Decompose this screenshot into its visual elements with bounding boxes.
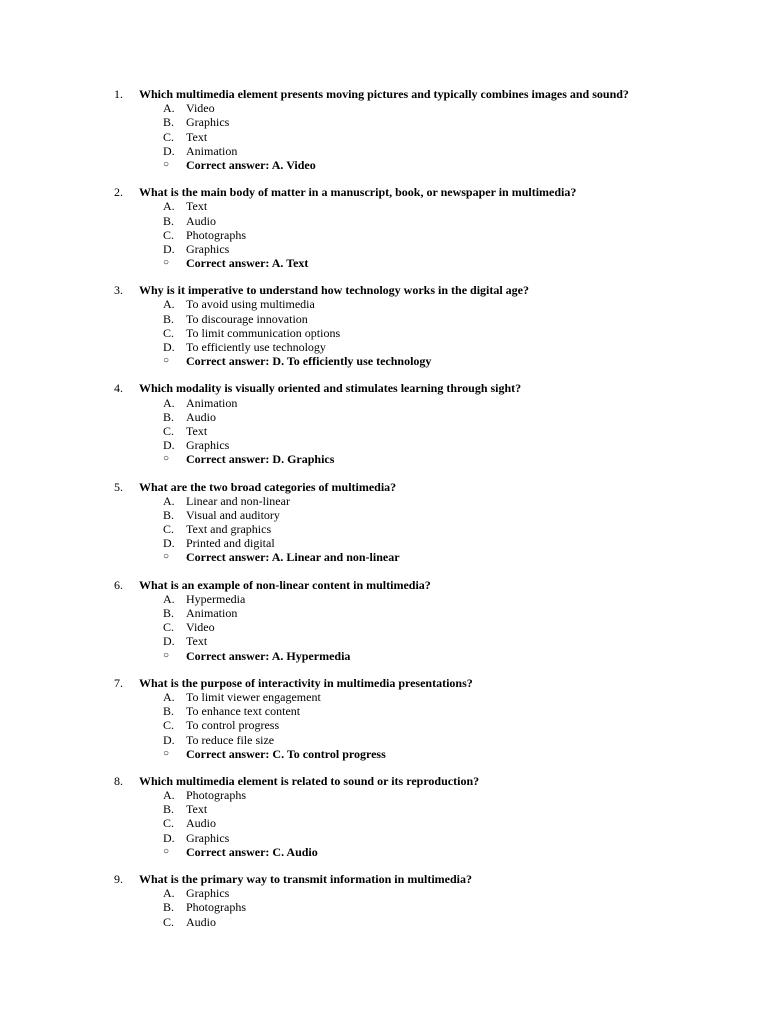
- option-text: Text: [186, 423, 208, 438]
- correct-answer: [0, 452, 768, 466]
- option-text: Graphics: [186, 886, 230, 901]
- question-text: What is the primary way to transmit information in multimedia?: [139, 872, 472, 886]
- option-text: Text: [186, 802, 208, 817]
- option-letter: D.: [163, 536, 175, 551]
- option-letter: B.: [163, 704, 175, 719]
- question-text: What are the two broad categories of multimedia?: [139, 479, 397, 494]
- circle-bullet-icon: ○: [163, 158, 170, 170]
- question-text: What is an example of non-linear content in multimedia?: [139, 577, 431, 592]
- option-letter: B.: [163, 606, 175, 620]
- option-letter: C.: [163, 816, 175, 831]
- option-text: Linear and non-linear: [186, 493, 290, 508]
- option-letter: C.: [163, 325, 175, 340]
- option-letter: C.: [163, 914, 175, 929]
- correct-answer: [0, 649, 768, 663]
- option-text: Photographs: [186, 788, 246, 803]
- question-1: [0, 87, 768, 172]
- correct-answer: [0, 354, 768, 368]
- correct-answer-text: Correct answer: D. To efficiently use technology: [186, 354, 432, 369]
- option-a: [0, 886, 768, 900]
- option-b: [0, 606, 768, 620]
- option-letter: B.: [163, 409, 175, 424]
- option-c: [0, 424, 768, 438]
- correct-answer-text: Correct answer: A. Linear and non-linear: [186, 550, 400, 565]
- question-line: [0, 283, 768, 297]
- option-letter: A.: [163, 886, 175, 901]
- option-c: [0, 620, 768, 634]
- option-letter: D.: [163, 438, 175, 453]
- option-letter: A.: [163, 493, 175, 508]
- option-text: Text and graphics: [186, 522, 272, 537]
- option-b: [0, 900, 768, 914]
- question-3: [0, 283, 768, 368]
- option-text: Audio: [186, 816, 216, 831]
- option-d: [0, 340, 768, 354]
- option-letter: A.: [163, 101, 175, 116]
- option-d: [0, 242, 768, 256]
- correct-answer: [0, 845, 768, 859]
- option-text: To efficiently use technology: [186, 340, 326, 354]
- option-letter: B.: [163, 802, 175, 817]
- option-letter: C.: [163, 129, 175, 144]
- option-letter: B.: [163, 507, 175, 522]
- question-number: 5.: [114, 479, 123, 494]
- option-c: [0, 816, 768, 830]
- option-b: [0, 312, 768, 326]
- option-text: Text: [186, 634, 208, 649]
- question-line: [0, 676, 768, 690]
- option-b: [0, 508, 768, 522]
- option-c: [0, 915, 768, 929]
- option-text: To limit viewer engagement: [186, 689, 321, 704]
- question-line: [0, 381, 768, 395]
- option-c: [0, 228, 768, 242]
- option-a: [0, 690, 768, 704]
- option-b: [0, 115, 768, 129]
- option-text: Graphics: [186, 241, 230, 256]
- option-c: [0, 522, 768, 536]
- option-letter: C.: [163, 522, 175, 537]
- option-text: Video: [186, 620, 215, 635]
- option-text: To reduce file size: [186, 732, 275, 747]
- option-letter: A.: [163, 297, 175, 312]
- option-d: [0, 831, 768, 845]
- option-a: [0, 297, 768, 311]
- option-text: To discourage innovation: [186, 311, 308, 326]
- question-line: [0, 872, 768, 886]
- circle-bullet-icon: ○: [163, 551, 170, 563]
- option-letter: A.: [163, 689, 175, 704]
- option-a: [0, 396, 768, 410]
- option-d: [0, 438, 768, 452]
- option-text: To control progress: [186, 718, 280, 733]
- option-letter: A.: [163, 591, 175, 606]
- option-b: [0, 704, 768, 718]
- question-text: What is the main body of matter in a manuscript, book, or newspaper in multimedia?: [139, 185, 577, 200]
- correct-answer: [0, 256, 768, 270]
- option-letter: A.: [163, 199, 175, 214]
- correct-answer-text: Correct answer: C. To control progress: [186, 746, 386, 761]
- option-a: [0, 788, 768, 802]
- option-letter: B.: [163, 115, 175, 130]
- option-letter: D.: [163, 241, 175, 256]
- quiz-document: [0, 87, 768, 942]
- option-letter: B.: [163, 311, 175, 326]
- question-text: Why is it imperative to understand how technology works in the digital age?: [139, 283, 530, 298]
- option-text: Hypermedia: [186, 591, 246, 606]
- question-8: [0, 774, 768, 859]
- option-letter: A.: [163, 788, 175, 803]
- question-line: [0, 87, 768, 101]
- correct-answer-text: Correct answer: C. Audio: [186, 844, 318, 859]
- option-text: Printed and digital: [186, 536, 275, 551]
- option-text: To limit communication options: [186, 325, 341, 340]
- option-letter: B.: [163, 213, 175, 228]
- question-2: [0, 185, 768, 270]
- question-number: 7.: [114, 675, 123, 690]
- correct-answer: [0, 747, 768, 761]
- question-text: Which multimedia element presents moving pictures and typically combines images and sound?: [139, 87, 629, 101]
- question-number: 8.: [114, 773, 123, 788]
- option-letter: C.: [163, 423, 175, 438]
- correct-answer-text: Correct answer: D. Graphics: [186, 452, 335, 467]
- option-a: [0, 592, 768, 606]
- correct-answer-text: Correct answer: A. Video: [186, 157, 316, 172]
- circle-bullet-icon: ○: [163, 747, 170, 759]
- option-letter: A.: [163, 395, 175, 410]
- question-number: 2.: [114, 185, 123, 200]
- option-letter: D.: [163, 340, 175, 354]
- option-text: Photographs: [186, 900, 246, 915]
- option-text: Graphics: [186, 830, 230, 845]
- option-text: To enhance text content: [186, 704, 301, 719]
- question-6: [0, 578, 768, 663]
- question-text: Which modality is visually oriented and stimulates learning through sight?: [139, 381, 522, 396]
- question-number: 3.: [114, 283, 123, 298]
- question-text: Which multimedia element is related to sound or its reproduction?: [139, 773, 480, 788]
- question-number: 4.: [114, 381, 123, 396]
- question-number: 1.: [114, 87, 123, 101]
- option-letter: D.: [163, 143, 175, 158]
- question-number: 9.: [114, 872, 123, 886]
- option-text: Video: [186, 101, 215, 116]
- circle-bullet-icon: ○: [163, 355, 170, 367]
- option-letter: D.: [163, 830, 175, 845]
- option-text: Photographs: [186, 227, 246, 242]
- option-a: [0, 101, 768, 115]
- option-text: Graphics: [186, 115, 230, 130]
- option-d: [0, 536, 768, 550]
- option-text: Text: [186, 199, 208, 214]
- correct-answer-text: Correct answer: A. Text: [186, 256, 309, 271]
- question-4: [0, 381, 768, 466]
- question-7: [0, 676, 768, 761]
- option-c: [0, 130, 768, 144]
- circle-bullet-icon: ○: [163, 453, 170, 465]
- question-line: [0, 185, 768, 199]
- question-9: [0, 872, 768, 929]
- option-d: [0, 634, 768, 648]
- option-d: [0, 733, 768, 747]
- circle-bullet-icon: ○: [163, 845, 170, 857]
- option-letter: C.: [163, 620, 175, 635]
- option-text: Animation: [186, 143, 238, 158]
- option-a: [0, 199, 768, 213]
- option-text: To avoid using multimedia: [186, 297, 315, 312]
- option-a: [0, 494, 768, 508]
- question-5: [0, 480, 768, 565]
- question-line: [0, 578, 768, 592]
- option-letter: D.: [163, 634, 175, 649]
- circle-bullet-icon: ○: [163, 649, 170, 661]
- option-text: Audio: [186, 409, 216, 424]
- option-letter: B.: [163, 900, 175, 915]
- question-number: 6.: [114, 577, 123, 592]
- option-text: Audio: [186, 213, 216, 228]
- question-line: [0, 480, 768, 494]
- option-text: Animation: [186, 395, 238, 410]
- option-text: Graphics: [186, 438, 230, 453]
- option-text: Visual and auditory: [186, 507, 280, 522]
- question-line: [0, 774, 768, 788]
- question-text: What is the purpose of interactivity in multimedia presentations?: [139, 675, 473, 690]
- option-letter: D.: [163, 732, 175, 747]
- option-letter: C.: [163, 718, 175, 733]
- option-d: [0, 144, 768, 158]
- circle-bullet-icon: ○: [163, 257, 170, 269]
- correct-answer: [0, 550, 768, 564]
- option-b: [0, 214, 768, 228]
- option-text: Animation: [186, 606, 238, 620]
- option-c: [0, 718, 768, 732]
- option-text: Text: [186, 129, 208, 144]
- option-b: [0, 410, 768, 424]
- correct-answer-text: Correct answer: A. Hypermedia: [186, 648, 351, 663]
- option-text: Audio: [186, 914, 216, 929]
- option-c: [0, 326, 768, 340]
- correct-answer: [0, 158, 768, 172]
- option-letter: C.: [163, 227, 175, 242]
- option-b: [0, 802, 768, 816]
